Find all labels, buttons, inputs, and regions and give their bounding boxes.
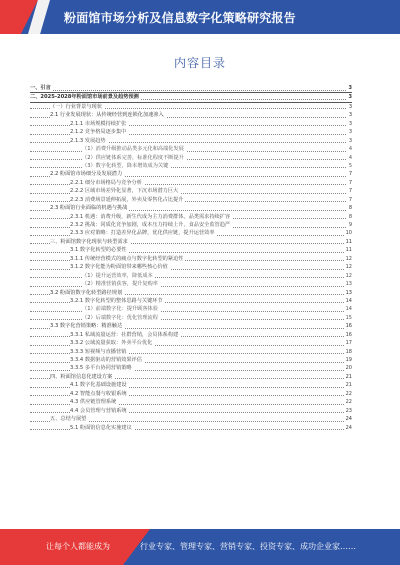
toc-entry-text: 2.3.1 机遇：消费升级，新生代成为主力消费群体，品类需求持续扩容 bbox=[70, 213, 231, 220]
toc-page-number: 3 bbox=[348, 103, 352, 110]
toc-page-number: 16 bbox=[345, 323, 352, 330]
report-title: 粉面馆市场分析及信息数字化策略研究报告 bbox=[64, 11, 296, 25]
toc-entry[interactable] bbox=[30, 289, 352, 297]
toc-page-number: 8 bbox=[348, 205, 352, 212]
toc-leader-dots bbox=[30, 167, 346, 168]
toc-entry[interactable] bbox=[30, 221, 352, 229]
toc-entry[interactable] bbox=[30, 364, 352, 372]
toc-entry[interactable] bbox=[30, 390, 352, 398]
toc-entry[interactable] bbox=[30, 137, 352, 145]
toc-entry-text: （1）消费升级推动品类多元化和高端化发展 bbox=[82, 146, 184, 153]
footer-tagline: 行业专家、管理专家、营销专家、投资专家、成功企业家…… bbox=[140, 542, 356, 551]
toc-entry[interactable] bbox=[30, 170, 352, 178]
toc-page-number: 7 bbox=[348, 179, 352, 186]
toc-entry[interactable] bbox=[30, 314, 352, 322]
toc-entry-text: 3.2 粉面馆数字化转型路径规划 bbox=[50, 289, 123, 296]
toc-entry-text: 2.2.1 细分市场格局与竞争分析 bbox=[70, 179, 142, 186]
toc-page-number: 15 bbox=[345, 314, 352, 321]
toc-page-number: 3 bbox=[348, 94, 352, 101]
toc-entry-text: 2.3 粉面馆行业面临的机遇与挑战 bbox=[50, 205, 128, 212]
toc-page-number: 20 bbox=[345, 365, 352, 372]
toc-entry-text: 3.3.5 多平台协同营销策略 bbox=[70, 365, 132, 372]
toc-page-number: 14 bbox=[345, 306, 352, 313]
table-of-contents bbox=[30, 84, 352, 432]
toc-page-number: 21 bbox=[345, 373, 352, 380]
toc-entry-text: （2）供应链体系完善，标准化程度不断提升 bbox=[82, 154, 184, 161]
toc-page-number: 3 bbox=[348, 120, 352, 127]
page-footer bbox=[0, 529, 400, 565]
toc-leader-dots bbox=[30, 286, 346, 287]
toc-entry-text: 2.2 粉面馆市场细分及发展潜力 bbox=[50, 171, 123, 178]
toc-entry-text: 5.1 粉面馆信息化实施建议 bbox=[70, 424, 132, 431]
toc-entry[interactable] bbox=[30, 407, 352, 415]
toc-entry-text: 2.2.3 消费场景延伸拓展，外卖及零售化占比提升 bbox=[70, 196, 184, 203]
toc-entry[interactable] bbox=[30, 93, 352, 102]
toc-entry[interactable] bbox=[30, 305, 352, 313]
toc-entry-text: 3.1.1 传统经营模式的痛点与数字化转型的紧迫性 bbox=[70, 255, 184, 262]
toc-entry[interactable] bbox=[30, 398, 352, 406]
toc-entry[interactable] bbox=[30, 229, 352, 237]
toc-page-number: 7 bbox=[348, 196, 352, 203]
toc-page-number: 12 bbox=[345, 255, 352, 262]
toc-entry-text: 2.3.3 应对策略：打造差异化品牌，优化供应链，提升运营效率 bbox=[70, 230, 215, 237]
toc-leader-dots bbox=[30, 151, 346, 152]
toc-entry[interactable] bbox=[30, 322, 352, 330]
toc-entry-text: 二、2025-2028年粉面馆市场前景及趋势预测 bbox=[30, 94, 139, 101]
toc-entry[interactable] bbox=[30, 120, 352, 128]
toc-leader-dots bbox=[30, 319, 346, 320]
toc-page-number: 17 bbox=[345, 340, 352, 347]
toc-page-number: 3 bbox=[348, 129, 352, 136]
toc-page-number: 7 bbox=[348, 188, 352, 195]
toc-entry-text: （1）前端数字化：提升顾客体验 bbox=[82, 306, 158, 313]
toc-entry[interactable] bbox=[30, 373, 352, 381]
toc-entry[interactable] bbox=[30, 246, 352, 254]
toc-entry-text: 2.1.1 市场规模持续扩张 bbox=[70, 120, 127, 127]
toc-page-number: 21 bbox=[345, 382, 352, 389]
toc-page-number: 19 bbox=[345, 357, 352, 363]
toc-page-number: 3 bbox=[348, 85, 352, 91]
toc-entry[interactable] bbox=[30, 145, 352, 153]
toc-entry-text: 2.2.2 区域市场差异化显著，下沉市场潜力巨大 bbox=[70, 188, 179, 195]
toc-entry-text: （一）行业背景与现状 bbox=[50, 103, 102, 110]
toc-entry[interactable] bbox=[30, 339, 352, 347]
toc-page-number: 5 bbox=[348, 162, 352, 169]
toc-page-number: 18 bbox=[345, 348, 352, 355]
toc-entry[interactable] bbox=[30, 297, 352, 305]
toc-page-number: 4 bbox=[348, 146, 352, 153]
toc-entry[interactable] bbox=[30, 424, 352, 432]
toc-page-number: 3 bbox=[348, 112, 352, 119]
footer-slogan: 让每个人都能成为 bbox=[46, 542, 110, 551]
toc-entry-text: 三、粉面馆数字化现状与转型需求 bbox=[50, 238, 128, 245]
toc-page-number: 24 bbox=[345, 416, 352, 423]
toc-entry-text: 一、引言 bbox=[30, 85, 51, 91]
toc-entry[interactable] bbox=[30, 84, 352, 93]
toc-entry[interactable] bbox=[30, 162, 352, 170]
toc-entry-text: 3.3.1 私域流量运营：社群营销，会员体系构建 bbox=[70, 331, 179, 338]
toc-page-number: 13 bbox=[345, 281, 352, 288]
toc-entry-text: 四、粉面馆信息化建设方案 bbox=[50, 373, 113, 380]
toc-entry-text: （2）精准营销获客，提升复购率 bbox=[82, 281, 158, 288]
toc-entry[interactable] bbox=[30, 187, 352, 195]
toc-page-number: 7 bbox=[348, 171, 352, 178]
toc-page-number: 3 bbox=[348, 137, 352, 144]
toc-entry[interactable] bbox=[30, 415, 352, 423]
toc-entry[interactable] bbox=[30, 154, 352, 162]
toc-leader-dots bbox=[30, 311, 346, 312]
toc-entry[interactable] bbox=[30, 348, 352, 356]
toc-heading: 内容目录 bbox=[173, 56, 226, 70]
toc-page-number: 24 bbox=[345, 424, 352, 431]
toc-entry-text: 2.1.2 竞争格局逐步集中 bbox=[70, 129, 127, 136]
toc-entry-text: 4.2 智能点餐与收银系统 bbox=[70, 390, 127, 397]
page-header bbox=[0, 0, 400, 34]
toc-page-number: 12 bbox=[345, 264, 352, 271]
toc-entry-text: 3.3.3 短视频与直播营销 bbox=[70, 348, 127, 355]
toc-entry-text: 3.1.2 数字化能为粉面馆带来哪些核心价值 bbox=[70, 264, 168, 271]
toc-entry[interactable] bbox=[30, 111, 352, 119]
toc-entry-text: 4.1 数字化基础设施建设 bbox=[70, 382, 127, 389]
toc-entry-text: 3.3.4 数据驱动的营销效果评估 bbox=[70, 357, 142, 363]
toc-entry-text: 2.1.3 发展趋势 bbox=[70, 137, 106, 144]
toc-entry-text: （1）提升运营效率，降低成本 bbox=[82, 272, 153, 279]
toc-entry[interactable] bbox=[30, 213, 352, 221]
toc-entry[interactable] bbox=[30, 196, 352, 204]
toc-page-number: 13 bbox=[345, 289, 352, 296]
toc-entry-text: 4.3 供应链管理系统 bbox=[70, 399, 117, 406]
toc-entry-text: （2）后端数字化：优化管理流程 bbox=[82, 314, 158, 321]
toc-page-number: 22 bbox=[345, 399, 352, 406]
toc-page-number: 8 bbox=[348, 213, 352, 220]
toc-entry[interactable] bbox=[30, 381, 352, 389]
toc-page-number: 9 bbox=[348, 222, 352, 228]
toc-page-number: 23 bbox=[345, 407, 352, 414]
toc-page-number: 22 bbox=[345, 390, 352, 397]
toc-entry-text: 3.2.1 数字化转型的整体思路与关键环节 bbox=[70, 297, 163, 304]
toc-page-number: 11 bbox=[345, 238, 352, 245]
toc-entry-text: 3.1 数字化转型的必要性 bbox=[70, 247, 127, 254]
toc-entry-text: 3.3.2 公域流量获取：外卖平台优化 bbox=[70, 340, 153, 347]
toc-entry-text: （3）数字化转型，降本增效成为关键 bbox=[82, 162, 169, 169]
toc-page-number: 11 bbox=[345, 247, 352, 254]
toc-entry[interactable] bbox=[30, 179, 352, 187]
toc-entry-text: 2.1 行业发展现状：从传统经营到连锁化加速渗入 bbox=[50, 112, 164, 119]
toc-entry[interactable] bbox=[30, 255, 352, 263]
toc-leader-dots bbox=[30, 90, 346, 91]
toc-entry[interactable] bbox=[30, 331, 352, 339]
toc-entry[interactable] bbox=[30, 128, 352, 136]
toc-entry[interactable] bbox=[30, 272, 352, 280]
toc-entry[interactable] bbox=[30, 204, 352, 212]
toc-entry[interactable] bbox=[30, 238, 352, 246]
toc-entry-text: 2.3.2 挑战：同质化竞争加剧，成本压力持续上升，食品安全监管趋严 bbox=[70, 222, 231, 228]
toc-entry[interactable] bbox=[30, 263, 352, 271]
toc-page-number: 10 bbox=[345, 230, 352, 237]
toc-page-number: 14 bbox=[345, 297, 352, 304]
toc-page-number: 12 bbox=[345, 272, 352, 279]
toc-leader-dots bbox=[30, 277, 346, 278]
toc-page-number: 16 bbox=[345, 331, 352, 338]
toc-entry-text: 3.3 数字化营销策略：精准触达 bbox=[50, 323, 123, 330]
toc-page-number: 4 bbox=[348, 154, 352, 161]
toc-entry[interactable] bbox=[30, 280, 352, 288]
toc-leader-dots bbox=[30, 159, 346, 160]
toc-entry-text: 4.4 会员管理与营销系统 bbox=[70, 407, 127, 414]
toc-entry-text: 五、总结与展望 bbox=[50, 416, 87, 423]
toc-entry[interactable] bbox=[30, 356, 352, 364]
toc-entry[interactable] bbox=[30, 103, 352, 111]
